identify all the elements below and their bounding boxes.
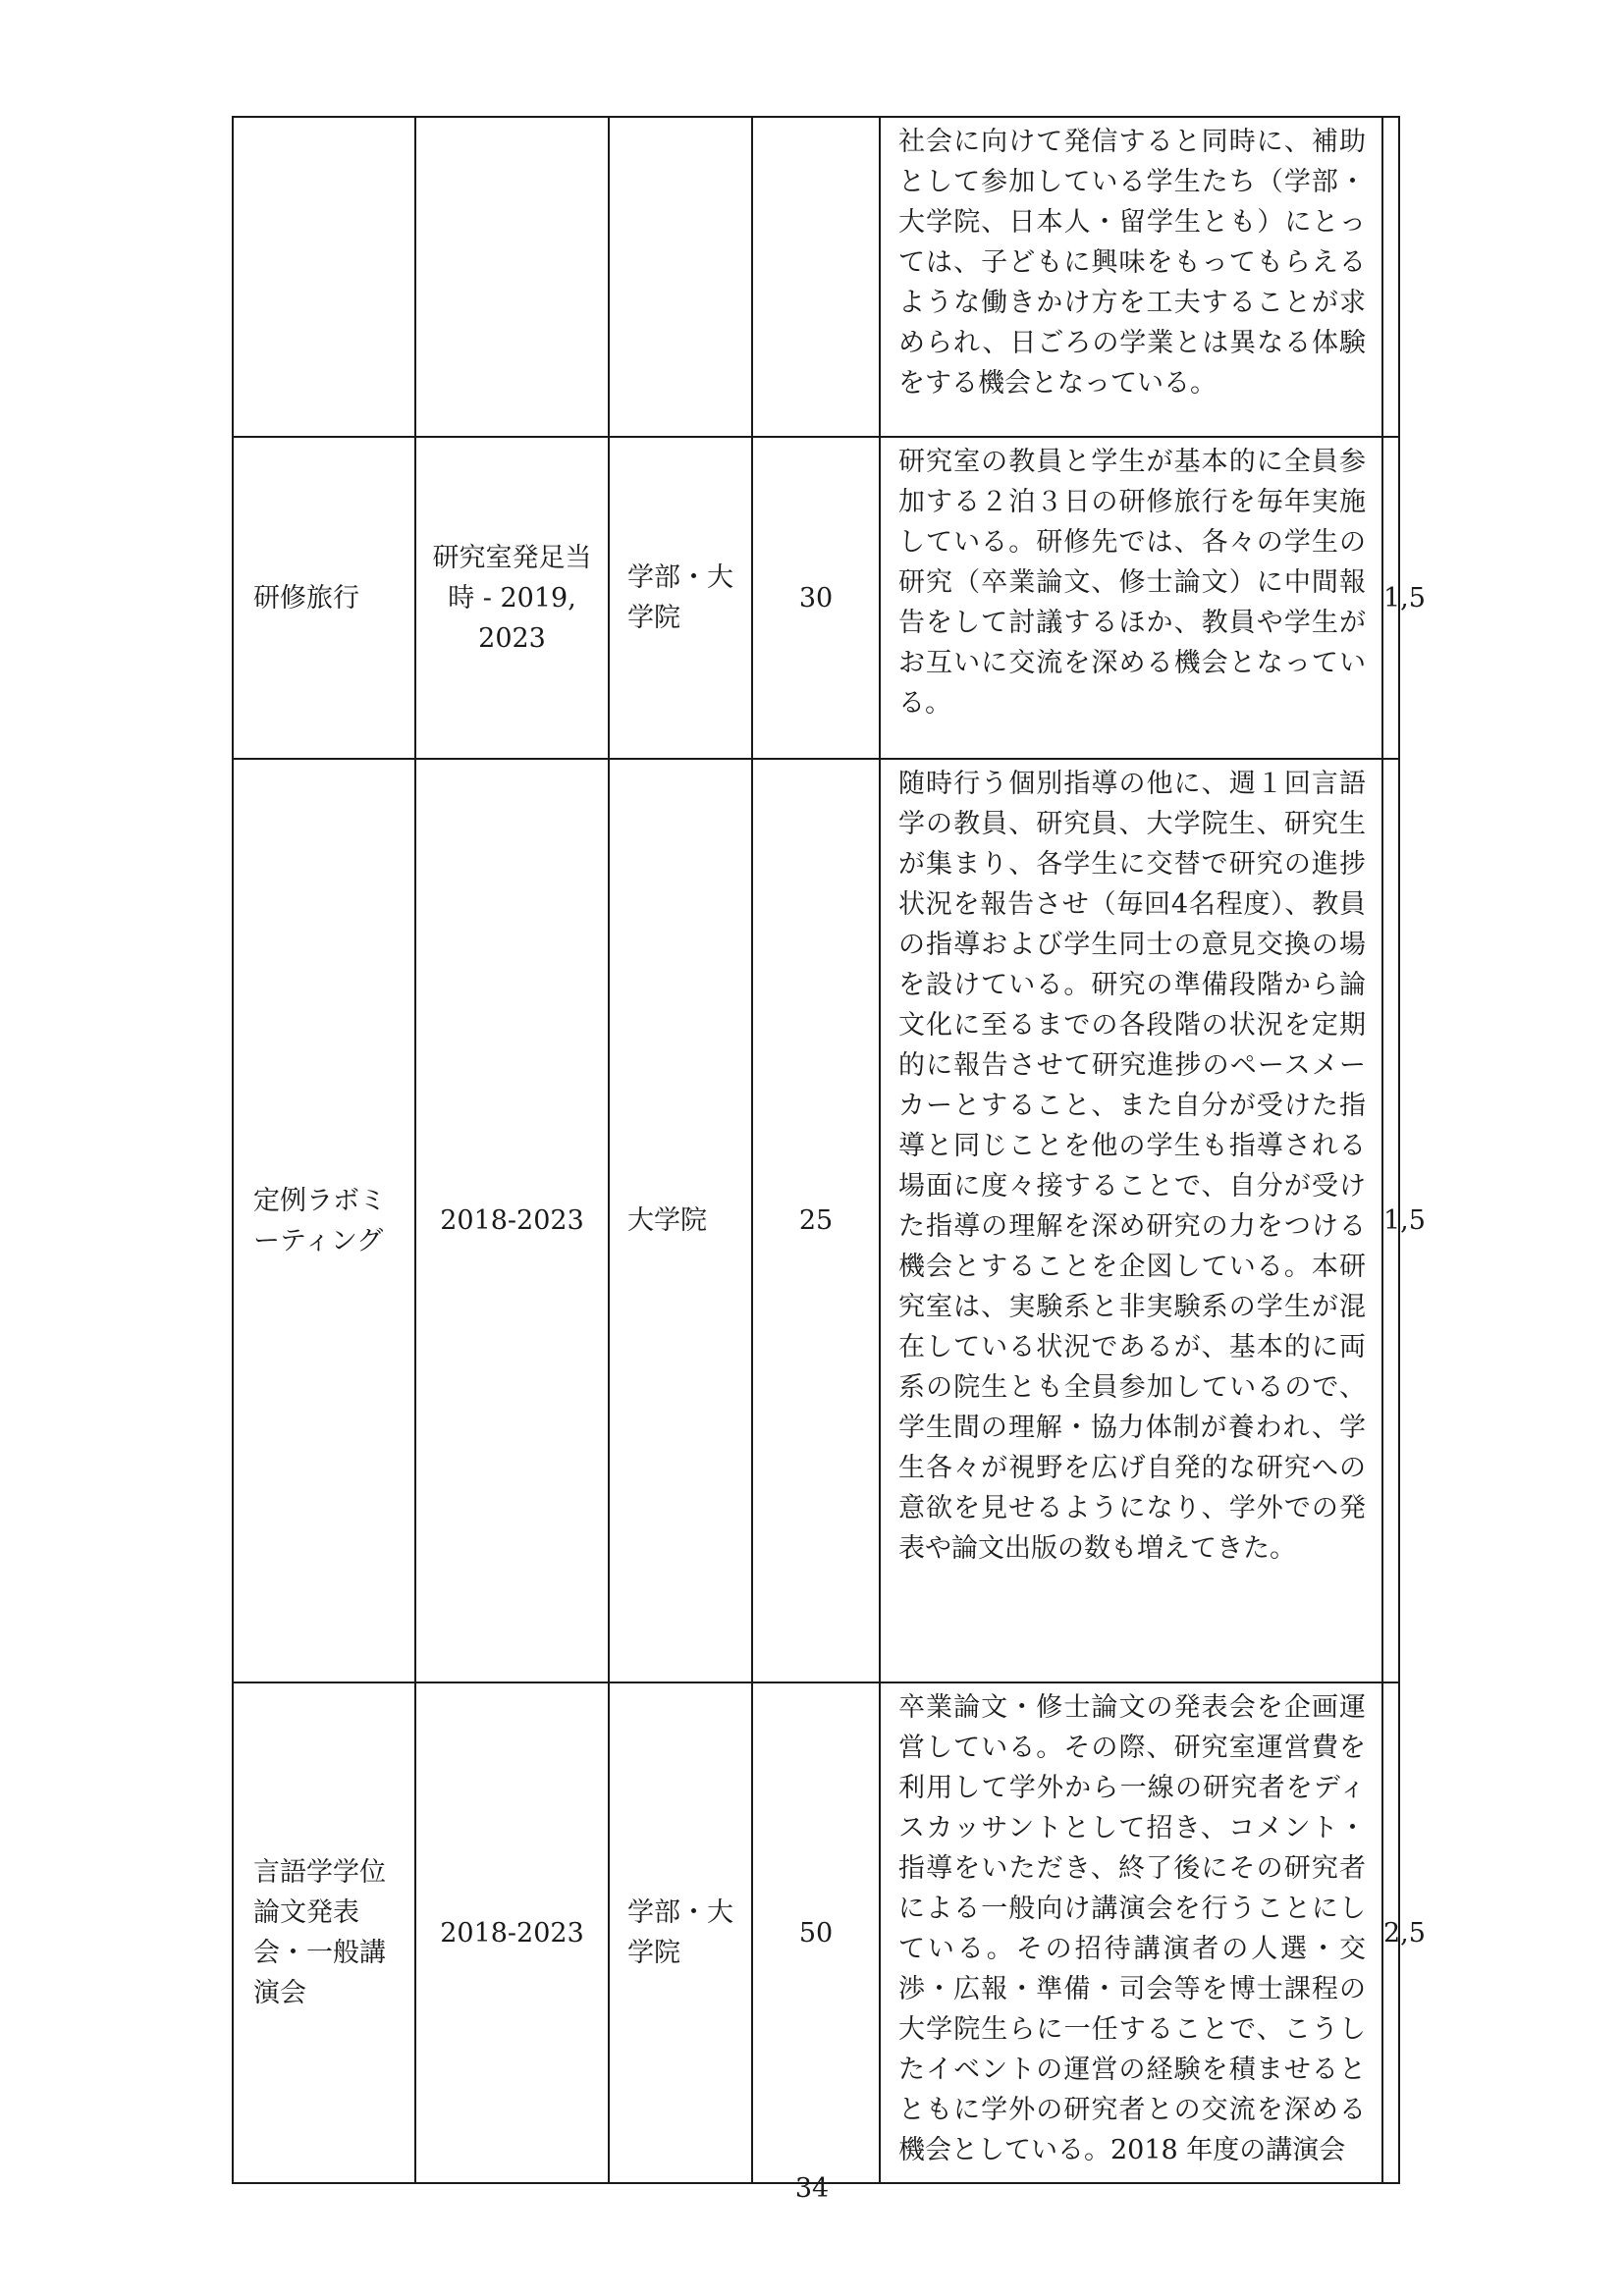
participant-count-cell: 25 — [752, 759, 880, 1682]
activity-name-cell: 定例ラボミーティング — [233, 759, 415, 1682]
activity-table — [232, 116, 1426, 2184]
table-row — [233, 1682, 1399, 2183]
goals-cell: 1,5 — [1382, 759, 1399, 1682]
goals-cell — [1382, 117, 1399, 437]
level-cell: 学部・大学院 — [609, 437, 752, 759]
description-cell: 社会に向けて発信すると同時に、補助として参加している学生たち（学部・大学院、日本人・留学生とも）にとっては、子どもに興味をもってもらえるような働きかけ方を工夫することが求められ、日ごろの学業とは異なる体験をする機会となっている。 — [880, 117, 1382, 437]
goals-cell: 2,5 — [1382, 1682, 1399, 2183]
goals-cell: 1,5 — [1382, 437, 1399, 759]
page-number: 34 — [794, 2173, 830, 2204]
period-cell: 2018-2023 — [415, 759, 609, 1682]
table-row — [233, 117, 1399, 437]
participant-count-cell — [752, 117, 880, 437]
participant-count-cell: 30 — [752, 437, 880, 759]
description-cell: 卒業論文・修士論文の発表会を企画運営している。その際、研究室運営費を利用して学外から一線の研究者をディスカッサントとして招き、コメント・指導をいただき、終了後にその研究者による一般向け講演会を行うことにしている。その招待講演者の人選・交渉・広報・準備・司会等を博士課程の大学院生らに一任することで、こうしたイベントの運営の経験を積ませるとともに学外の研究者との交流を深める機会としている。2018 年度の講演会 — [880, 1682, 1382, 2183]
level-cell — [609, 117, 752, 437]
table-row — [233, 759, 1399, 1682]
level-cell: 大学院 — [609, 759, 752, 1682]
activity-name-cell — [233, 117, 415, 437]
period-cell — [415, 117, 609, 437]
participant-count-cell: 50 — [752, 1682, 880, 2183]
period-cell: 2018-2023 — [415, 1682, 609, 2183]
table-row — [233, 437, 1399, 759]
activity-name-cell: 言語学学位論文発表会・一般講演会 — [233, 1682, 415, 2183]
level-cell: 学部・大学院 — [609, 1682, 752, 2183]
description-cell: 随時行う個別指導の他に、週１回言語学の教員、研究員、大学院生、研究生が集まり、各学生に交替で研究の進捗状況を報告させ（毎回4名程度）、教員の指導および学生同士の意見交換の場を設けている。研究の準備段階から論文化に至るまでの各段階の状況を定期的に報告させて研究進捗のペースメーカーとすること、また自分が受けた指導と同じことを他の学生も指導される場面に度々接することで、自分が受けた指導の理解を深め研究の力をつける機会とすることを企図している。本研究室は、実験系と非実験系の学生が混在している状況であるが、基本的に両系の院生とも全員参加しているので、学生間の理解・協力体制が養われ、学生各々が視野を広げ自発的な研究への意欲を見せるようになり、学外での発表や論文出版の数も増えてきた。 — [880, 759, 1382, 1682]
description-cell: 研究室の教員と学生が基本的に全員参加する２泊３日の研修旅行を毎年実施している。研修先では、各々の学生の研究（卒業論文、修士論文）に中間報告をして討議するほか、教員や学生がお互いに交流を深める機会となっている。 — [880, 437, 1382, 759]
period-cell: 研究室発足当時 - 2019, 2023 — [415, 437, 609, 759]
activity-name-cell: 研修旅行 — [233, 437, 415, 759]
